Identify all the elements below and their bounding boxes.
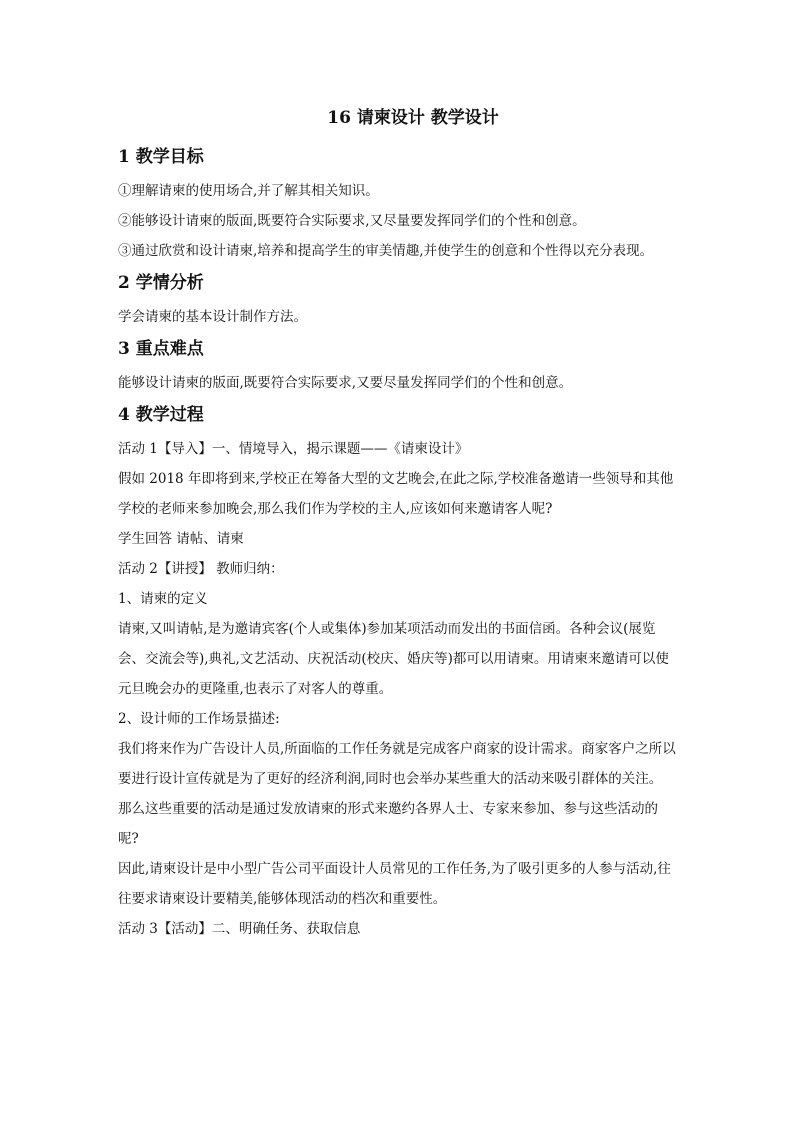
document-title: 16 请柬设计 教学设计: [327, 108, 499, 128]
section-heading-process: 4 教学过程: [118, 405, 204, 425]
paragraph: 活动 2【讲授】 教师归纳：: [118, 561, 284, 577]
paragraph: 能够设计请柬的版面,既要符合实际要求,又要尽量发挥同学们的个性和创意。: [118, 375, 573, 391]
paragraph: 请柬,又叫请帖,是为邀请宾客(个人或集体)参加某项活动而发出的书面信函。各种会议(展览会、交流会等),典礼,文艺活动、庆祝活动(校庆、婚庆等)都可以用请柬。用请柬来邀请可以使元旦晚会办的更隆重,也表示了对客人的尊重。: [118, 621, 669, 697]
document-body: [118, 104, 678, 944]
paragraph: ②能够设计请柬的版面,既要符合实际要求,又尽量要发挥同学们的个性和创意。: [118, 213, 586, 229]
paragraph: 因此,请柬设计是中小型广告公司平面设计人员常见的工作任务,为了吸引更多的人参与活动,往往要求请柬设计要精美,能够体现活动的档次和重要性。: [118, 861, 671, 907]
paragraph: 活动 1【导入】一、情境导入，揭示课题——《请柬设计》: [118, 441, 469, 457]
paragraph: 学会请柬的基本设计制作方法。: [118, 309, 307, 325]
section-heading-objectives: 1 教学目标: [118, 147, 204, 167]
paragraph: 我们将来作为广告设计人员,所面临的工作任务就是完成客户商家的设计需求。商家客户之所以要进行设计宣传就是为了更好的经济利润,同时也会举办某些重大的活动来吸引群体的关注。: [118, 741, 676, 787]
paragraph: 学生回答 请帖、请柬: [118, 531, 244, 547]
paragraph: 活动 3【活动】二、明确任务、获取信息: [118, 921, 361, 937]
paragraph: 1、请柬的定义: [118, 591, 208, 607]
paragraph: 那么这些重要的活动是通过发放请柬的形式来邀约各界人士、专家来参加、参与这些活动的呢?: [118, 801, 658, 847]
section-heading-key-points: 3 重点难点: [118, 339, 204, 359]
paragraph: 2、设计师的工作场景描述:: [118, 711, 280, 727]
paragraph: ③通过欣赏和设计请柬,培养和提高学生的审美情趣,并使学生的创意和个性得以充分表现。: [118, 243, 654, 259]
paragraph: ①理解请柬的使用场合,并了解其相关知识。: [118, 183, 379, 199]
section-heading-analysis: 2 学情分析: [118, 273, 204, 293]
paragraph: 假如 2018 年即将到来,学校正在筹备大型的文艺晚会,在此之际,学校准备邀请一些领导和其他学校的老师来参加晚会,那么我们作为学校的主人,应该如何来邀请客人呢?: [118, 471, 674, 517]
